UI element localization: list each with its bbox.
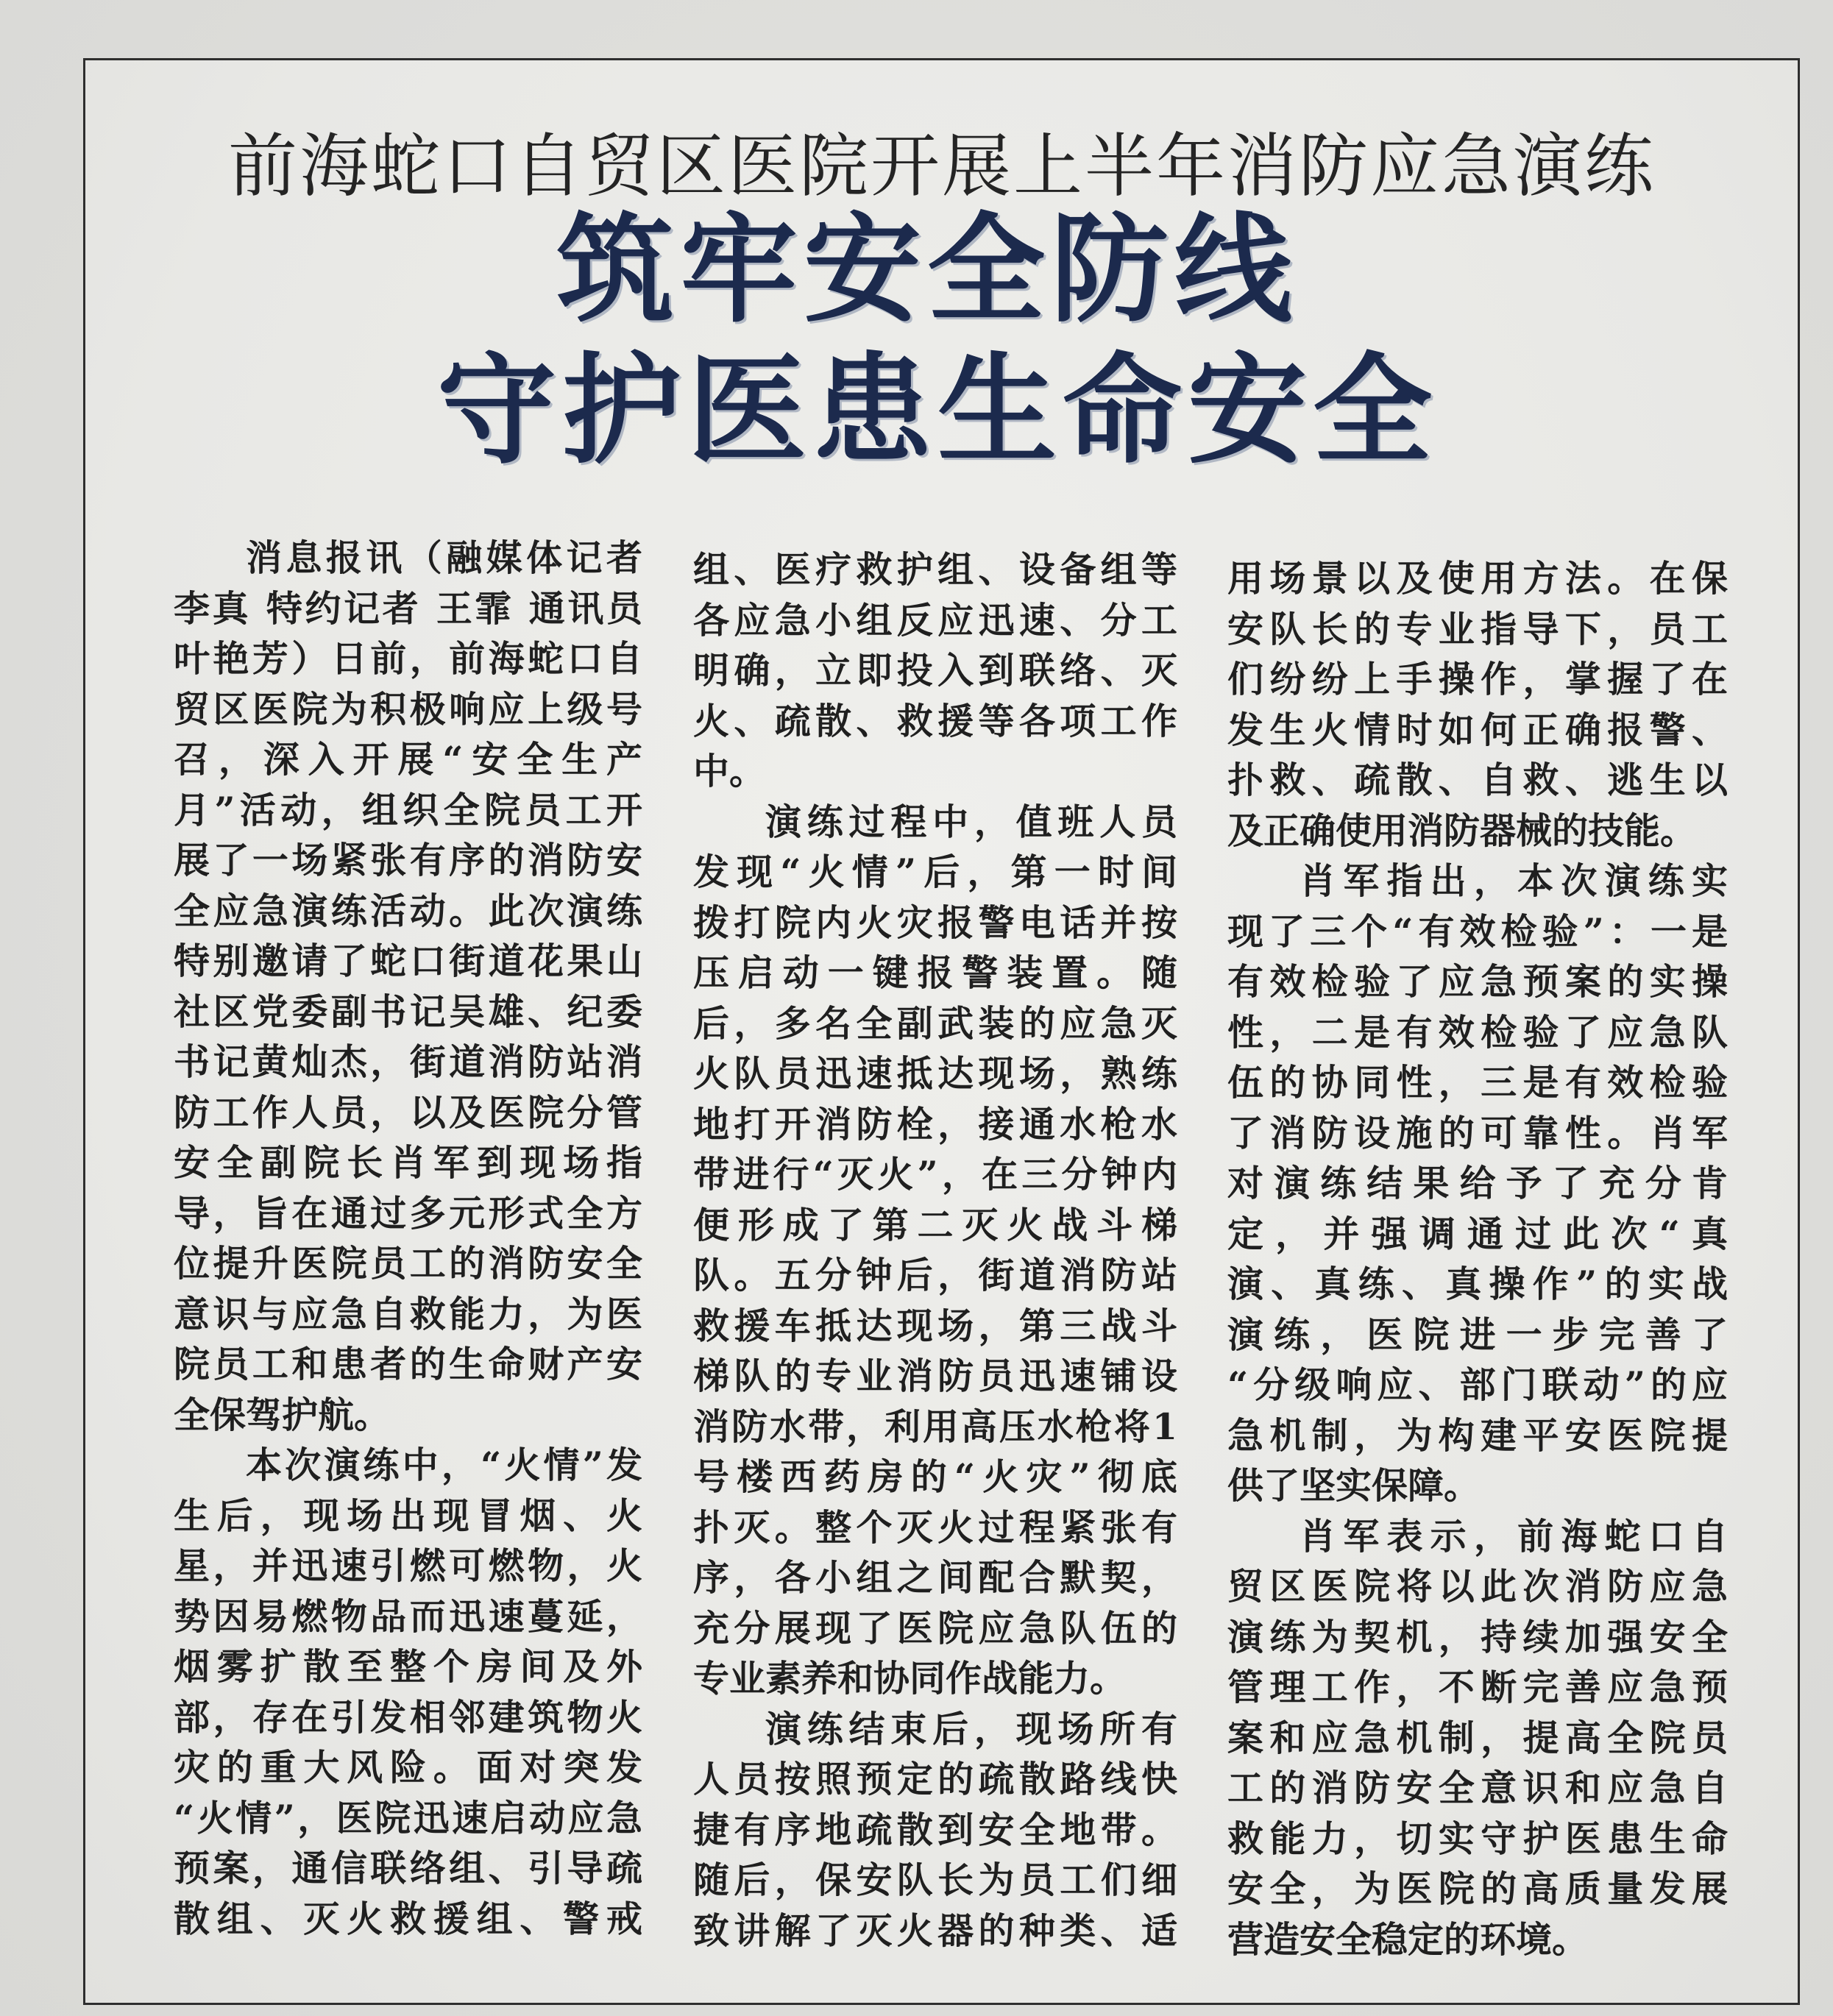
body-line: 肖军表示，前海蛇口自 bbox=[1300, 1514, 1728, 1558]
paragraph bbox=[693, 544, 1177, 797]
body-line: 后，多名全副武装的应急灭 bbox=[693, 1001, 1177, 1045]
body-line: 专业素养和协同作战能力。 bbox=[693, 1657, 1127, 1700]
body-line: 各应急小组反应迅速、分工 bbox=[693, 598, 1177, 642]
body-line: 李真 特约记者 王霏 通讯员 bbox=[174, 586, 642, 630]
body-line: 叶艳芳）日前，前海蛇口自 bbox=[174, 637, 642, 680]
body-line: 安全副院长肖军到现场指 bbox=[174, 1141, 642, 1184]
body-line: 全保驾护航。 bbox=[174, 1393, 391, 1436]
body-line: 展了一场紧张有序的消防安 bbox=[174, 839, 642, 881]
body-line: 演练过程中，值班人员 bbox=[765, 800, 1177, 843]
body-line: 带进行“灭火”，在三分钟内 bbox=[693, 1153, 1177, 1196]
body-line: 随后，保安队长为员工们细 bbox=[693, 1859, 1177, 1901]
headline-line-2: 守护医患生命安全 bbox=[437, 341, 1438, 480]
body-line: 救能力，切实守护医患生命 bbox=[1227, 1817, 1728, 1860]
body-line: 防工作人员，以及医院分管 bbox=[174, 1090, 642, 1134]
paragraph bbox=[174, 533, 642, 1440]
body-line: 现了三个“有效检验”：一是 bbox=[1227, 909, 1728, 953]
body-line: 有效检验了应急预案的实操 bbox=[1227, 960, 1728, 1003]
body-line: 消息报讯（融媒体记者 bbox=[246, 536, 642, 579]
body-line: 贸区医院为积极响应上级号 bbox=[174, 687, 642, 731]
body-line: 院员工和患者的生命财产安 bbox=[174, 1343, 642, 1385]
body-line: 演、真练、真操作”的实战 bbox=[1227, 1263, 1728, 1305]
body-line: 捷有序地疏散到安全地带。 bbox=[693, 1808, 1177, 1851]
body-line: 火、疏散、救援等各项工作 bbox=[693, 699, 1177, 742]
article-kicker: 前海蛇口自贸区医院开展上半年消防应急演练 bbox=[227, 127, 1656, 207]
paragraph bbox=[174, 1440, 642, 1944]
body-line: 对演练结果给予了充分肯 bbox=[1227, 1162, 1728, 1204]
body-line: 火队员迅速抵达现场，熟练 bbox=[693, 1052, 1177, 1095]
paragraph bbox=[1227, 1511, 1728, 1965]
body-line: 部，存在引发相邻建筑物火 bbox=[174, 1695, 642, 1739]
body-line: 全应急演练活动。此次演练 bbox=[174, 889, 642, 932]
body-line: 管理工作，不断完善应急预 bbox=[1227, 1666, 1728, 1708]
body-line: 演练结束后，现场所有 bbox=[765, 1707, 1177, 1750]
body-line: 便形成了第二灭火战斗梯 bbox=[693, 1203, 1177, 1246]
body-line: 书记黄灿杰，街道消防站消 bbox=[174, 1040, 642, 1083]
body-line: 们纷纷上手操作，掌握了在 bbox=[1227, 658, 1728, 700]
body-line: 营造安全稳定的环境。 bbox=[1227, 1917, 1589, 1961]
body-line: 月”活动，组织全院员工开 bbox=[174, 788, 642, 831]
body-line: 贸区医院将以此次消防应急 bbox=[1227, 1565, 1728, 1608]
body-line: 演练为契机，持续加强安全 bbox=[1227, 1615, 1728, 1658]
body-line: 充分展现了医院应急队伍的 bbox=[693, 1606, 1177, 1650]
body-line: 星，并迅速引燃可燃物，火 bbox=[174, 1544, 642, 1587]
body-line: 灾的重大风险。面对突发 bbox=[174, 1746, 642, 1789]
body-line: 人员按照预定的疏散路线快 bbox=[693, 1758, 1177, 1800]
body-line: 位提升医院员工的消防安全 bbox=[174, 1242, 642, 1285]
body-line: 消防水带，利用高压水枪将1 bbox=[693, 1405, 1177, 1448]
body-line: 中。 bbox=[693, 750, 766, 792]
body-line: 召，深入开展“安全生产 bbox=[174, 738, 642, 781]
body-line: 烟雾扩散至整个房间及外 bbox=[174, 1645, 642, 1688]
body-line: 散组、灭火救援组、警戒 bbox=[174, 1897, 642, 1940]
body-line: 性，二是有效检验了应急队 bbox=[1227, 1010, 1728, 1054]
body-line: 队。五分钟后，街道消防站 bbox=[693, 1254, 1177, 1296]
body-line: “火情”，医院迅速启动应急 bbox=[174, 1796, 642, 1839]
body-line: 社区党委副书记吴雄、纪委 bbox=[174, 990, 642, 1033]
body-line: 伍的协同性，三是有效检验 bbox=[1227, 1061, 1728, 1104]
body-line: 工的消防安全意识和应急自 bbox=[1227, 1767, 1728, 1809]
body-line: 安全，为医院的高质量发展 bbox=[1227, 1867, 1728, 1910]
body-line: 生后，现场出现冒烟、火 bbox=[174, 1494, 642, 1537]
body-line: 了消防设施的可靠性。肖军 bbox=[1227, 1111, 1728, 1154]
text-column-3 bbox=[1227, 553, 1728, 1964]
paragraph bbox=[1227, 553, 1728, 856]
body-line: 用场景以及使用方法。在保 bbox=[1227, 557, 1728, 600]
body-line: 演练，医院进一步完善了 bbox=[1227, 1313, 1728, 1356]
paragraph bbox=[1227, 856, 1728, 1511]
body-line: 扑灭。整个灭火过程紧张有 bbox=[693, 1505, 1177, 1549]
body-line: 及正确使用消防器械的技能。 bbox=[1227, 809, 1697, 852]
body-line: 发生火情时如何正确报警、 bbox=[1227, 708, 1728, 751]
body-line: 本次演练中，“火情”发 bbox=[246, 1444, 642, 1486]
body-line: 意识与应急自救能力，为医 bbox=[174, 1292, 642, 1335]
body-line: 序，各小组之间配合默契， bbox=[693, 1556, 1177, 1599]
paragraph bbox=[693, 797, 1177, 1704]
body-line: 梯队的专业消防员迅速铺设 bbox=[693, 1355, 1177, 1397]
body-line: 供了坚实保障。 bbox=[1227, 1464, 1481, 1507]
body-line: 势因易燃物品而迅速蔓延， bbox=[174, 1594, 642, 1638]
body-line: 压启动一键报警装置。随 bbox=[693, 951, 1177, 994]
body-line: 明确，立即投入到联络、灭 bbox=[693, 649, 1177, 692]
body-line: 拨打院内火灾报警电话并按 bbox=[693, 901, 1177, 944]
headline-line-1: 筑牢安全防线 bbox=[556, 200, 1298, 338]
body-line: 救援车抵达现场，第三战斗 bbox=[693, 1304, 1177, 1347]
body-line: 肖军指出，本次演练实 bbox=[1300, 859, 1728, 902]
body-line: 导，旨在通过多元形式全方 bbox=[174, 1191, 642, 1235]
text-column-1 bbox=[174, 533, 642, 1944]
body-line: 组、医疗救护组、设备组等 bbox=[693, 548, 1177, 591]
body-line: 急机制，为构建平安医院提 bbox=[1227, 1413, 1728, 1457]
body-line: 安队长的专业指导下，员工 bbox=[1227, 607, 1728, 650]
body-line: 发现“火情”后，第一时间 bbox=[693, 851, 1177, 893]
body-line: 扑救、疏散、自救、逃生以 bbox=[1227, 759, 1728, 801]
body-line: 案和应急机制，提高全院员 bbox=[1227, 1716, 1728, 1759]
text-column-2 bbox=[693, 544, 1177, 1956]
body-line: 地打开消防栓，接通水枪水 bbox=[693, 1102, 1177, 1146]
body-line: 定，并强调通过此次“真 bbox=[1227, 1212, 1728, 1255]
body-line: 特别邀请了蛇口街道花果山 bbox=[174, 940, 642, 982]
body-line: 号楼西药房的“火灾”彻底 bbox=[693, 1455, 1177, 1498]
paragraph bbox=[693, 1704, 1177, 1956]
body-line: 致讲解了灭火器的种类、适 bbox=[693, 1909, 1177, 1952]
body-line: “分级响应、部门联动”的应 bbox=[1227, 1363, 1728, 1406]
body-line: 预案，通信联络组、引导疏 bbox=[174, 1847, 642, 1889]
